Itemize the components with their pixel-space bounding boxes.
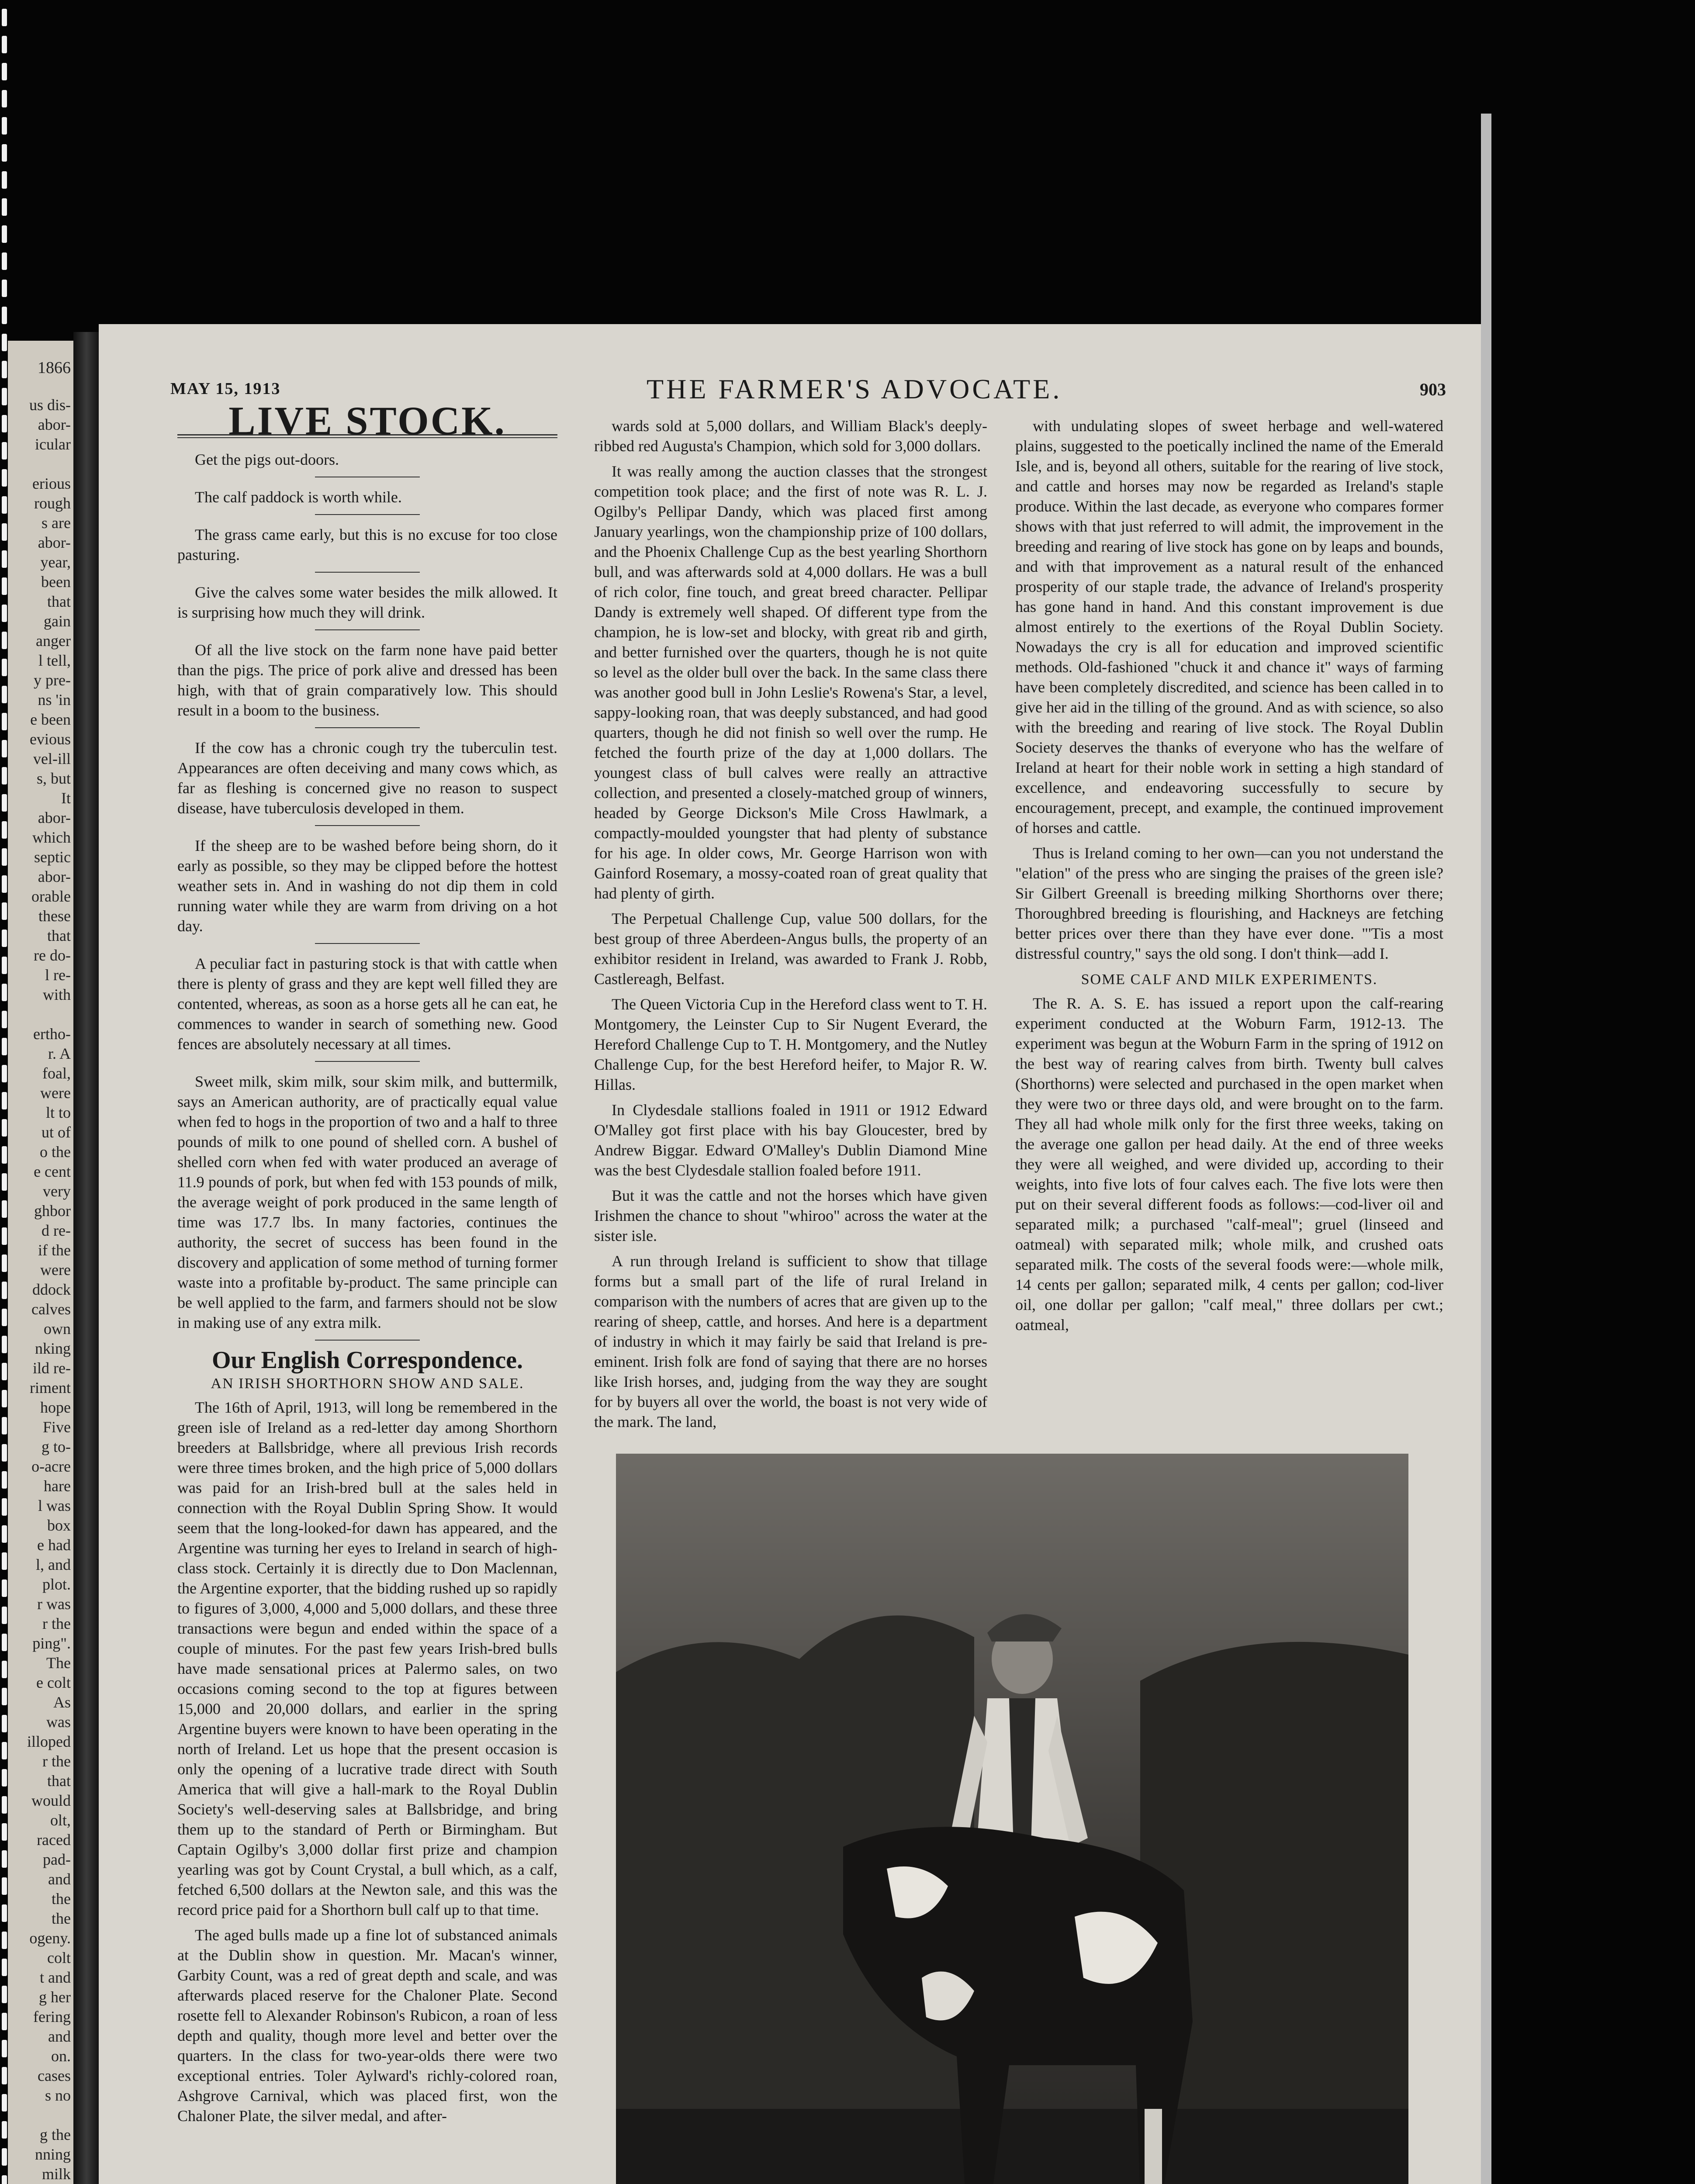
fragment-line: icular <box>35 435 71 453</box>
fragment-line: were <box>40 1084 71 1102</box>
live-stock-notes <box>177 449 557 1333</box>
fragment-line: g the <box>40 2126 71 2143</box>
sprocket-hole <box>2 2121 7 2139</box>
fragment-line: abor- <box>38 534 71 551</box>
fragment-line: s are <box>42 514 71 532</box>
fragment-line: ns 'in <box>38 691 71 708</box>
sprocket-hole <box>2 9 7 26</box>
article-paragraph: It was really among the auction classes that the strongest competition took place; and the first of note was R. L. J. Ogilby's Pellipar Dandy, which was placed first among January yearlings, won the championship prize of 100 dollars, and the Phoenix Challenge Cup as the best yearling Shorthorn bull, and was afterwards sold at 4,000 dollars. He was a bull of rich color, fine touch, and great breed character. Pellipar Dandy is extremely well shaped. Of different type from the champion, he is low-set and blocky, with great rib and girth, and better furnished over the quarters, though he is not quite so level as the older bull over the back. In the same class there was another good bull in John Leslie's Rowena's Star, a level, sappy-looking roan, that was deeply substanced, and had good quarters, though he did not finish so well over the rump. He fetched the fourth prize of the day at 1,000 dollars. The youngest class of bull calves were really an attractive collection, and presented a closely-matched group of winners, headed by George Dickson's Mile Cross Hawlmark, a compactly-moulded youngster that had plenty of substance for his age. In older cows, Mr. George Harrison won with Gainford Rosemary, a mossy-coated roan of great quality that had plenty of girth. <box>594 463 987 902</box>
fragment-line: the <box>52 1910 71 1927</box>
fragment-line <box>8 1005 73 1024</box>
sprocket-hole <box>2 252 7 270</box>
fragment-line: the <box>52 1890 71 1908</box>
fragment-line: that <box>47 927 71 944</box>
sprocket-hole <box>2 1417 7 1434</box>
fragment-line: own <box>44 1320 71 1337</box>
sprocket-hole <box>2 2067 7 2084</box>
sprocket-hole <box>2 1092 7 1109</box>
sprocket-hole <box>2 1552 7 1570</box>
column-2 <box>594 416 987 1437</box>
fragment-line: re do- <box>34 947 71 964</box>
sprocket-hole <box>2 415 7 432</box>
fragment-line: olt, <box>50 1811 71 1829</box>
fragment-line: illoped <box>27 1733 71 1750</box>
sprocket-hole <box>2 686 7 703</box>
fragment-line: rough <box>34 494 71 512</box>
fragment-line: d re- <box>42 1222 71 1239</box>
sprocket-hole <box>2 1498 7 1516</box>
article-paragraph: In Clydesdale stallions foaled in 1911 or 1912 Edward O'Malley got first place with his bay Gloucester, bred by Andrew Biggar. Edward O'Malley's Dublin Diamond Mine was the best Clydesdale stallion foaled before 1911. <box>594 1101 987 1179</box>
sprocket-hole <box>2 198 7 216</box>
sprocket-hole <box>2 1877 7 1895</box>
fragment-line: ghbor <box>34 1202 71 1220</box>
note-divider <box>315 1061 420 1062</box>
sprocket-hole <box>2 280 7 297</box>
fragment-line: y pre- <box>34 671 71 689</box>
live-stock-note: If the cow has a chronic cough try the tuberculin test. Appearances are often deceiving and many cows which, as far as fleshing is concerned give no reason to suspect disease, have tuberculosis developed in them. <box>177 739 557 817</box>
fragment-line: ertho- <box>33 1025 71 1043</box>
sprocket-hole <box>2 469 7 487</box>
fragment-line: l, and <box>36 1556 71 1573</box>
fragment-line: colt <box>47 1949 71 1966</box>
fragment-line <box>8 454 73 474</box>
sprocket-hole <box>2 1146 7 1164</box>
sprocket-hole <box>2 1173 7 1191</box>
sprocket-hole <box>2 875 7 893</box>
sprocket-hole <box>2 1038 7 1055</box>
fragment-line: that <box>47 1772 71 1790</box>
note-divider <box>315 727 420 728</box>
sprocket-hole <box>2 1390 7 1407</box>
sprocket-hole <box>2 984 7 1001</box>
sprocket-hole <box>2 1959 7 1976</box>
sprocket-hole <box>2 307 7 324</box>
sprocket-hole <box>2 821 7 839</box>
sprocket-hole <box>2 117 7 135</box>
fragment-line: with <box>42 986 71 1003</box>
sprocket-hole <box>2 957 7 974</box>
fragment-line: these <box>38 907 71 925</box>
film-sprocket-strip <box>0 0 8 2184</box>
fragment-line: raced <box>37 1831 71 1849</box>
sprocket-hole <box>2 36 7 53</box>
show-report-continued <box>594 416 987 1432</box>
fragment-line: erious <box>32 475 71 492</box>
sprocket-hole <box>2 1769 7 1787</box>
column-3 <box>1015 416 1443 1340</box>
sprocket-hole <box>2 632 7 649</box>
sprocket-hole <box>2 1200 7 1218</box>
note-divider <box>315 825 420 826</box>
article-paragraph: with undulating slopes of sweet herbage and well-watered plains, suggested to the poetically inclined the name of the Emerald Isle, and is, beyond all others, suitable for the rearing of live stock, and cattle and horses may now be regarded as Ireland's staple produce. Within the last decade, as everyone who compares former shows with that just referred to will admit, the improvement in the breeding and rearing of live stock has gone on by leaps and bounds, and with that improvement as a natural result of the enhanced prosperity of our staple trade, the advance of Ireland's prosperity has gone hand in hand. And this constant improvement is due almost entirely to the exertions of the Royal Dublin Society. Nowadays the cry is all for education and improved scientific methods. Old-fashioned "chuck it and chance it" ways of farming have been completely discredited, and science has been called in to give her aid in the tilling of the ground. And as with science, so also with the breeding and rearing of live stock. The Royal Dublin Society deserves the thanks of everyone who has the welfare of Ireland at heart for their noble work in setting a high standard of excellence, and endeavoring successfully to secure by encouragement, precept, and example, the continued improvement of horses and cattle. <box>1015 417 1443 836</box>
fragment-line: l was <box>38 1497 71 1514</box>
live-stock-note: Sweet milk, skim milk, sour skim milk, and buttermilk, says an American authority, are of practically equal value when fed to hogs in the proportion of two and a half to three pounds of milk to one pound of shelled corn. A bushel of shelled corn when fed with water produced an average of 11.9 pounds of pork, but when fed with 153 pounds of milk, the average weight of pork produced in the same length of time was 17.7 lbs. In many factories, continues the authority, the secret of success has been found in the discovery and application of some method of turning former waste into a profitable by-product. The same principle can be well applied to the farm, and farmers should not be slow in making use of any extra milk. <box>177 1073 557 1331</box>
fragment-line: abor- <box>38 416 71 433</box>
sprocket-hole <box>2 1823 7 1841</box>
fragment-line: e had <box>37 1536 71 1554</box>
sprocket-hole <box>2 388 7 405</box>
fragment-line: e cent <box>34 1163 71 1180</box>
sprocket-hole <box>2 496 7 514</box>
fragment-line: pad- <box>43 1851 71 1868</box>
sprocket-hole <box>2 1363 7 1380</box>
sprocket-hole <box>2 1607 7 1624</box>
sprocket-hole <box>2 713 7 730</box>
fragment-line: been <box>41 573 71 591</box>
column-1 <box>177 398 557 2131</box>
adjacent-page-fragment <box>8 341 73 2184</box>
fragment-line: e been <box>30 711 71 728</box>
article-paragraph: But it was the cattle and not the horses which have given Irishmen the chance to shout "whiroo" across the water at the sister isle. <box>594 1187 987 1244</box>
sprocket-hole <box>2 605 7 622</box>
sprocket-hole <box>2 1986 7 2003</box>
sprocket-hole <box>2 1282 7 1299</box>
sprocket-hole <box>2 1715 7 1732</box>
sprocket-hole <box>2 1850 7 1868</box>
sprocket-hole <box>2 1254 7 1272</box>
adjacent-page-number: 1866 <box>38 359 71 377</box>
saddler-photograph <box>616 1454 1408 2184</box>
sprocket-hole <box>2 361 7 378</box>
fragment-line: hope <box>40 1399 71 1416</box>
sprocket-hole <box>2 1011 7 1028</box>
fragment-line: gain <box>44 612 71 630</box>
sprocket-hole <box>2 1796 7 1814</box>
sprocket-hole <box>2 2094 7 2111</box>
fragment-line: calves <box>31 1300 71 1318</box>
fragment-line: s no <box>45 2087 71 2104</box>
sprocket-hole <box>2 144 7 162</box>
sprocket-hole <box>2 740 7 757</box>
fragment-line: o-acre <box>31 1458 71 1475</box>
fragment-line: orable <box>31 888 71 905</box>
issue-date: MAY 15, 1913 <box>170 380 281 398</box>
sprocket-hole <box>2 577 7 595</box>
newspaper-page <box>99 324 1481 2184</box>
sprocket-hole <box>2 1119 7 1137</box>
sprocket-hole <box>2 2013 7 2030</box>
fragment-line: and <box>48 1870 71 1888</box>
fragment-line: ogeny. <box>29 1929 71 1947</box>
fragment-line: box <box>47 1517 71 1534</box>
sprocket-hole <box>2 767 7 784</box>
sprocket-hole <box>2 334 7 351</box>
article-paragraph: The aged bulls made up a fine lot of substanced animals at the Dublin show in question. Mr. Macan's winner, Garbity Count, was a red of great depth and scale, and was afterwards placed reserve for the Chaloner Plate. Second rosette fell to Alexander Robinson's Rubicon, a roan of less depth and quality, though more level and better over the quarters. In the class for two-year-olds there were two exceptional entries. Toler Aylward's richly-colored roan, Ashgrove Carnival, which was placed first, won the Chaloner Plate, the silver medal, and after- <box>177 1926 557 2125</box>
fragment-line: g her <box>39 1988 71 2006</box>
sprocket-hole <box>2 1742 7 1759</box>
note-divider <box>315 572 420 573</box>
sprocket-hole <box>2 1634 7 1651</box>
note-divider <box>315 943 420 944</box>
article-paragraph: The R. A. S. E. has issued a report upon the calf-rearing experiment conducted at the Woburn Farm, 1912-13. The experiment was begun at the Woburn Farm in the spring of 1912 on the best way of rearing calves from birth. Twenty bull calves (Shorthorns) were selected and purchased in the open market when they were two or three days old, and were brought on to the farm. They all had whole milk only for the first three weeks, taking on the average one gallon per head daily. At the end of three weeks they were all weighed, and were divided up, according to their weights, into five lots of four calves each. The five lots were then put on their several different foods as follows:—cod-liver oil and separated milk; a purchased "calf-meal"; gruel (linseed and oatmeal) with separated milk; whole milk, and crushed oats separated milk. The costs of the several foods were:—whole milk, 14 cents per gallon; separated milk, 4 cents per gallon; cod-liver oil, one dollar per gallon; "calf meal," three dollars per cwt.; oatmeal, <box>1015 995 1443 1334</box>
fragment-line: g to- <box>42 1438 71 1455</box>
fragment-line: Five <box>42 1418 71 1436</box>
article-paragraph: The Queen Victoria Cup in the Hereford class went to T. H. Montgomery, the Leinster Cup to Sir Nugent Everard, the Hereford Challenge Cup to T. H. Montgomery, and the Nutley Challenge Cup, for the best Hereford heifer, to Major R. W. Hillas. <box>594 995 987 1093</box>
article-paragraph: The Perpetual Challenge Cup, value 500 dollars, for the best group of three Aberdeen-Angus bulls, the property of an exhibitor resident in Ireland, was awarded to Frank J. Robb, Castlereagh, Belfast. <box>594 910 987 988</box>
fragment-line: ut of <box>42 1123 71 1141</box>
correspondence-article <box>177 1397 557 2126</box>
fragment-line: riment <box>30 1379 71 1396</box>
fragment-line: nning <box>35 2146 71 2163</box>
sprocket-hole <box>2 1688 7 1705</box>
sprocket-hole <box>2 1227 7 1245</box>
sprocket-hole <box>2 2040 7 2057</box>
fragment-line: cases <box>38 2067 71 2084</box>
sprocket-hole <box>2 848 7 866</box>
live-stock-note: The calf paddock is worth while. <box>195 488 402 506</box>
sprocket-hole <box>2 1932 7 1949</box>
sprocket-hole <box>2 442 7 460</box>
fragment-line: which <box>32 829 71 846</box>
page-edge <box>1481 114 1491 2184</box>
live-stock-heading: LIVE STOCK. <box>228 398 506 443</box>
sprocket-hole <box>2 1336 7 1353</box>
article-paragraph: The 16th of April, 1913, will long be remembered in the green isle of Ireland as a red-letter day among Shorthorn breeders at Ballsbridge, where all previous Irish records were three times broken, and the high price of 5,000 dollars was paid for an Irish-bred bull at the sales held in connection with the Royal Dublin Spring Show. It would seem that the long-looked-for dawn has appeared, and the Argentine was turning her eyes to Ireland in search of high-class stock. Certainly it is directly due to Don Maclennan, the Argentine exporter, that the bidding rushed up so rapidly to figures of 3,000, 4,000 and 5,000 dollars, and these three transactions were begun and ended within the space of a couple of minutes. For the past few years Irish-bred bulls have made sensational prices at Palermo sales, on two occasions coming second to the top at figures between 15,000 and 20,000 dollars, and earlier in the spring Argentine buyers were known to have been operating in the north of Ireland. Let us hope that the present occasion is only the opening of a lucrative trade direct with South America that will give a hall-mark to the Royal Dublin Society's well-deserving sales at Ballsbridge, and bring them up to the standard of Perth or Birmingham. But Captain Ogilby's 3,000 dollar first prize and champion yearling was got by Count Crystal, a bull which, as a calf, fetched 6,500 dollars at the Newton sale, and this was the record price paid for a Shorthorn bull calf up to that time. <box>177 1399 557 1918</box>
calf-milk-article <box>1015 993 1443 1335</box>
live-stock-note: If the sheep are to be washed before being shorn, do it early as possible, so they may be clipped before the hottest weather sets in. And in washing do not dip them in cold running water while they are warm from driving on a hot day. <box>177 837 557 935</box>
fragment-line: that <box>47 593 71 610</box>
fragment-line: were <box>40 1261 71 1279</box>
fragment-line: foal, <box>42 1064 71 1082</box>
photo-illustration <box>616 1454 1408 2184</box>
correspondence-subheading: AN IRISH SHORTHORN SHOW AND SALE. <box>211 1375 524 1392</box>
page-number: 903 <box>1420 380 1446 399</box>
fragment-line: evious <box>30 730 71 748</box>
live-stock-note: Get the pigs out-doors. <box>195 451 339 468</box>
fragment-line: hare <box>44 1477 71 1495</box>
sprocket-hole <box>2 90 7 107</box>
fragment-line: r the <box>42 1615 71 1632</box>
fragment-line: The <box>46 1654 71 1672</box>
ireland-article-continued <box>1015 416 1443 964</box>
fragment-line: e colt <box>36 1674 71 1691</box>
article-paragraph: wards sold at 5,000 dollars, and William Black's deeply-ribbed red Augusta's Champion, which sold for 3,000 dollars. <box>594 417 987 455</box>
fragment-line: very <box>43 1182 71 1200</box>
sprocket-hole <box>2 2148 7 2166</box>
sprocket-hole <box>2 523 7 541</box>
fragment-line: o the <box>40 1143 71 1161</box>
fragment-line: ddock <box>32 1281 71 1298</box>
live-stock-note: Of all the live stock on the farm none have paid better than the pigs. The price of pork alive and dressed has been high, with that of grain comparatively low. This should result in a boom to the business. <box>177 641 557 719</box>
sprocket-hole <box>2 1471 7 1489</box>
fragment-line: t and <box>40 1969 71 1986</box>
live-stock-note: Give the calves some water besides the milk allowed. It is surprising how much they will drink. <box>177 584 557 621</box>
fragment-line: year, <box>40 553 71 571</box>
correspondence-heading: Our English Correspondence. <box>211 1347 523 1374</box>
publication-title: THE FARMER'S ADVOCATE. <box>647 373 1062 404</box>
article-paragraph: A run through Ireland is sufficient to show that tillage forms but a small part of the life of rural Ireland in comparison with the numbers of acres that are given up to the rearing of sheep, cattle, and horses. And here is a department of industry in which it may fairly be said that Ireland is pre-eminent. Irish folk are fond of saying that there are no horses like Irish horses, and, judging from the way they are sought for by buyers all over the world, the boast is not very wide of the mark. The land, <box>594 1252 987 1431</box>
book-gutter <box>73 332 100 2184</box>
sprocket-hole <box>2 659 7 676</box>
sprocket-hole <box>2 1444 7 1462</box>
sprocket-hole <box>2 1661 7 1678</box>
sprocket-hole <box>2 1904 7 1922</box>
fragment-line: septic <box>34 848 71 866</box>
fragment-line: s, but <box>36 770 71 787</box>
fragment-line: ping". <box>32 1635 71 1652</box>
sprocket-hole <box>2 550 7 568</box>
fragment-line: lt to <box>45 1104 71 1121</box>
fragment-line: abor- <box>38 868 71 885</box>
fragment-line: vel-ill <box>33 750 71 767</box>
fragment-line: on. <box>51 2047 71 2065</box>
fragment-line: anger <box>36 632 71 650</box>
note-divider <box>315 514 420 515</box>
sprocket-hole <box>2 225 7 243</box>
fragment-line: and <box>48 2028 71 2045</box>
sprocket-hole <box>2 794 7 812</box>
fragment-line: would <box>31 1792 71 1809</box>
sprocket-hole <box>2 902 7 920</box>
live-stock-note: A peculiar fact in pasturing stock is that with cattle when there is plenty of grass and they are kept well filled they are contented, whereas, as soon as a horse gets all he can eat, he commences to wander in search of something new. Good fences are absolutely necessary at all times. <box>177 955 557 1053</box>
fragment-line: ild re- <box>33 1359 71 1377</box>
fragment-line: us dis- <box>29 396 71 414</box>
fragment-line: plot. <box>42 1576 71 1593</box>
sprocket-hole <box>2 2175 7 2184</box>
section-divider <box>315 1340 420 1341</box>
sprocket-hole <box>2 63 7 80</box>
sprocket-hole <box>2 930 7 947</box>
sprocket-hole <box>2 1525 7 1543</box>
fragment-line: As <box>53 1693 71 1711</box>
article-paragraph: Thus is Ireland coming to her own—can you not understand the "elation" of the press who are singing the praises of the green isle? Sir Gilbert Greenall is breeding milking Shorthorns over there; Thoroughbred breeding is flourishing, and Hackneys are fetching better prices over there than they have ever done. "'Tis a most distressful country," says the old song. I don't think—add I. <box>1015 844 1443 962</box>
fragment-line <box>8 2105 73 2125</box>
live-stock-note: The grass came early, but this is no excuse for too close pasturing. <box>177 526 557 563</box>
calf-milk-subheading: SOME CALF AND MILK EXPERIMENTS. <box>1081 971 1378 988</box>
fragment-line: r was <box>37 1595 71 1613</box>
note-divider <box>315 629 420 630</box>
fragment-line: r. A <box>48 1045 71 1062</box>
fragment-line: l tell, <box>38 652 71 669</box>
sprocket-hole <box>2 1065 7 1082</box>
fragment-line: It <box>61 789 71 807</box>
sprocket-hole <box>2 1309 7 1326</box>
fragment-line: was <box>46 1713 71 1731</box>
sprocket-hole <box>2 171 7 189</box>
fragment-line: abor- <box>38 809 71 826</box>
fragment-line: if the <box>38 1241 71 1259</box>
fragment-line: fering <box>33 2008 71 2025</box>
fragment-line: milk <box>42 2165 71 2183</box>
fragment-line: l re- <box>45 966 71 984</box>
fragment-line: nking <box>35 1340 71 1357</box>
fragment-line: r the <box>42 1752 71 1770</box>
sprocket-hole <box>2 1579 7 1597</box>
